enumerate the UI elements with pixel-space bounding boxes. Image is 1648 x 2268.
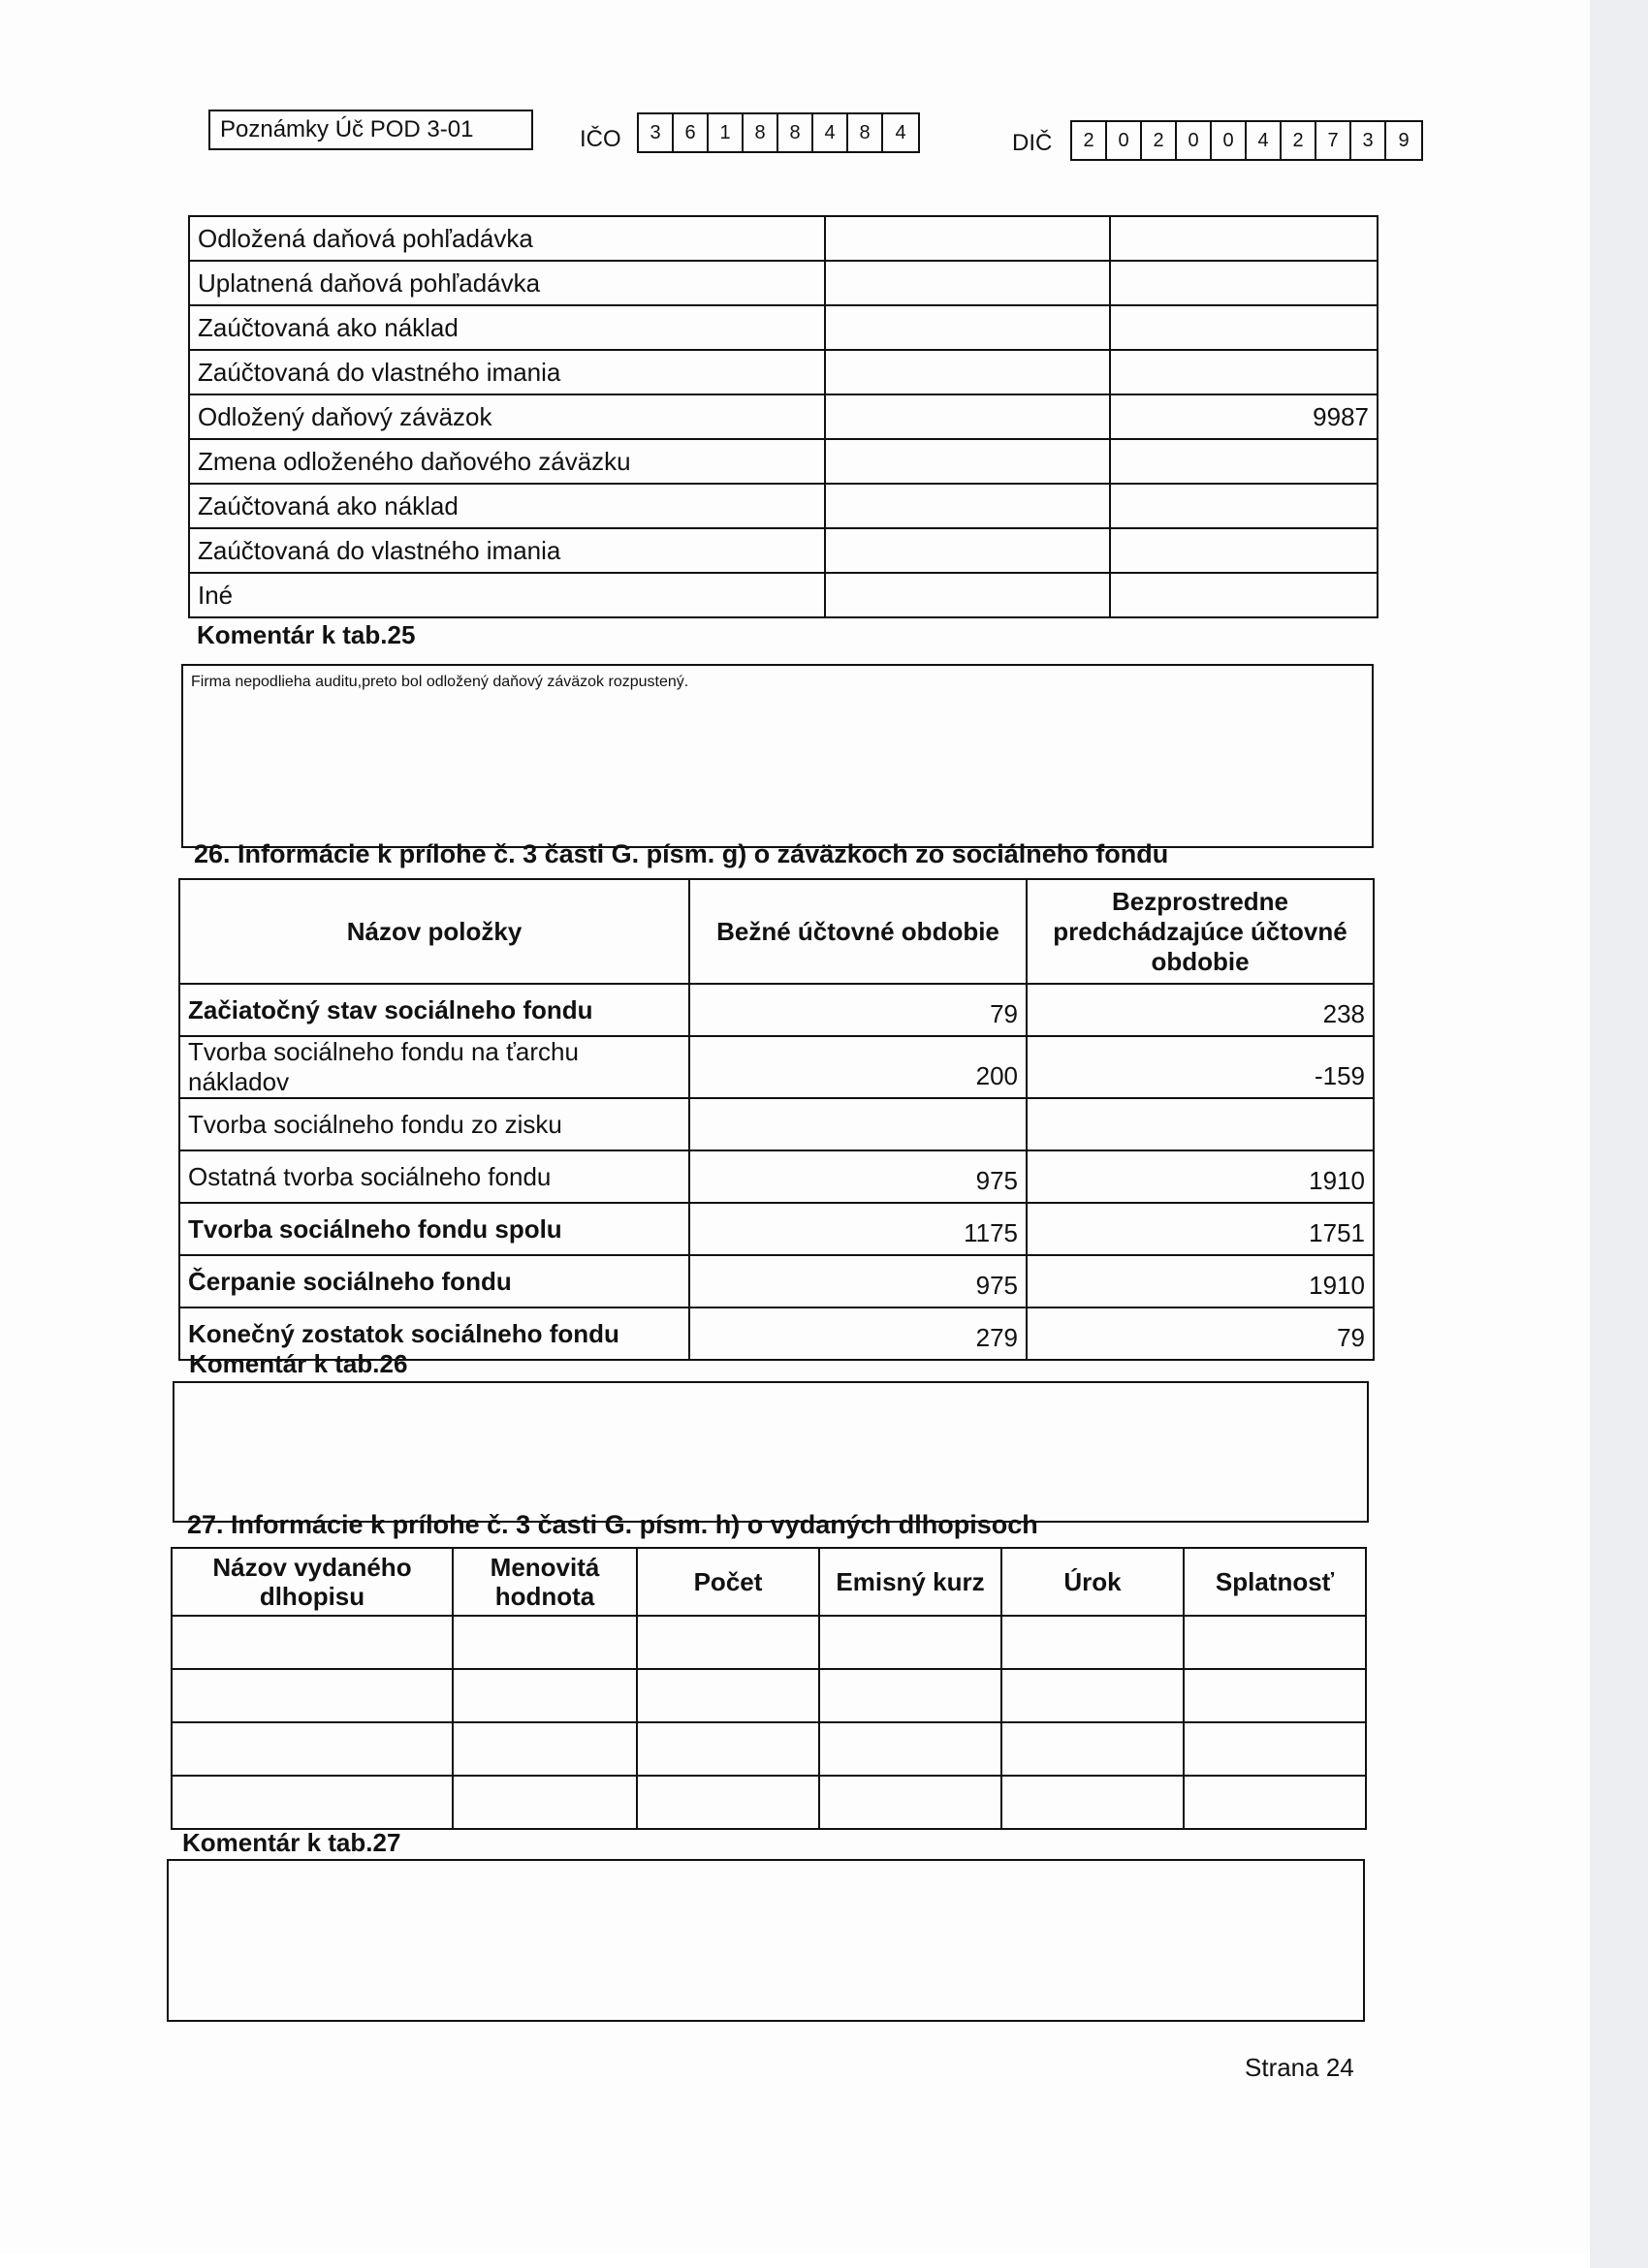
row-label: Začiatočný stav sociálneho fondu — [179, 984, 689, 1036]
table-cell — [819, 1669, 1001, 1722]
table-cell — [819, 1722, 1001, 1776]
column-header-bond-name: Názov vydaného dlhopisu — [172, 1548, 453, 1616]
table-cell — [637, 1669, 819, 1722]
table-cell — [1184, 1669, 1366, 1722]
previous-period-value: 79 — [1027, 1307, 1374, 1360]
table-row — [189, 305, 1378, 350]
table-cell — [637, 1722, 819, 1776]
current-period-value — [825, 216, 1110, 261]
table-row — [189, 573, 1378, 617]
table-cell — [453, 1616, 637, 1669]
table-cell — [172, 1669, 453, 1722]
table-row — [179, 1255, 1374, 1307]
previous-period-value — [1110, 573, 1378, 617]
table-cell — [637, 1776, 819, 1829]
previous-period-value: 9987 — [1110, 394, 1378, 439]
table-row — [179, 1036, 1374, 1098]
ico-label: IČO — [580, 126, 621, 152]
table-cell — [453, 1669, 637, 1722]
current-period-value — [825, 350, 1110, 394]
current-period-value: 79 — [689, 984, 1027, 1036]
previous-period-value: 1910 — [1027, 1255, 1374, 1307]
dic-digit: 3 — [1351, 122, 1386, 159]
bonds-table — [171, 1547, 1367, 1830]
dic-digit: 2 — [1282, 122, 1316, 159]
previous-period-value — [1110, 528, 1378, 573]
social-fund-table — [178, 878, 1375, 1361]
current-period-value — [825, 394, 1110, 439]
column-header-count: Počet — [637, 1548, 819, 1616]
table-row — [189, 350, 1378, 394]
row-label: Zaúčtovaná ako náklad — [189, 305, 825, 350]
ico-digit: 4 — [813, 114, 848, 151]
ico-digit: 4 — [895, 122, 906, 143]
dic-label: DIČ — [1012, 130, 1053, 156]
table-row — [189, 394, 1378, 439]
current-period-value — [825, 573, 1110, 617]
row-label: Zmena odloženého daňového záväzku — [189, 439, 825, 484]
current-period-value: 1175 — [689, 1203, 1027, 1255]
ico-digit: 8 — [744, 114, 778, 151]
row-label: Tvorba sociálneho fondu spolu — [179, 1203, 689, 1255]
table-cell — [1184, 1776, 1366, 1829]
previous-period-value — [1027, 1098, 1374, 1150]
table-row — [189, 216, 1378, 261]
dic-digit: 7 — [1316, 122, 1351, 159]
table-cell — [172, 1776, 453, 1829]
previous-period-value: 1751 — [1027, 1203, 1374, 1255]
row-label: Čerpanie sociálneho fondu — [179, 1255, 689, 1307]
deferred-tax-table — [188, 215, 1379, 618]
current-period-value — [825, 261, 1110, 305]
current-period-value — [825, 528, 1110, 573]
current-period-value — [825, 439, 1110, 484]
row-label: Konečný zostatok sociálneho fondu — [179, 1307, 689, 1360]
dic-digit: 4 — [1247, 122, 1282, 159]
dic-digit: 0 — [1177, 122, 1212, 159]
table-cell — [172, 1722, 453, 1776]
ico-digit: 6 — [674, 114, 709, 151]
ico-digit: 8 — [778, 114, 813, 151]
current-period-value: 975 — [689, 1150, 1027, 1203]
table-row — [189, 439, 1378, 484]
dic-digit: 0 — [1212, 122, 1247, 159]
current-period-value: 200 — [689, 1036, 1027, 1098]
ico-digit: 1 — [709, 114, 744, 151]
row-label: Iné — [189, 573, 825, 617]
row-label: Odložená daňová pohľadávka — [189, 216, 825, 261]
comment-label-tab27: Komentár k tab.27 — [182, 1828, 401, 1857]
dic-digit: 0 — [1107, 122, 1142, 159]
comment-text-tab25: Firma nepodlieha auditu,preto bol odložený daňový záväzok rozpustený. — [191, 674, 689, 690]
column-header-item-name: Názov položky — [179, 879, 689, 984]
row-label: Tvorba sociálneho fondu zo zisku — [179, 1098, 689, 1150]
previous-period-value — [1110, 484, 1378, 528]
page-number: Strana 24 — [1245, 2053, 1354, 2082]
ico-digit: 3 — [639, 114, 674, 151]
row-label: Zaúčtovaná do vlastného imania — [189, 528, 825, 573]
table-cell — [637, 1616, 819, 1669]
row-label: Zaúčtovaná ako náklad — [189, 484, 825, 528]
table-cell — [1001, 1616, 1184, 1669]
section-title-26: 26. Informácie k prílohe č. 3 časti G. písm. g) o záväzkoch zo sociálneho fondu — [194, 839, 1169, 868]
comment-box-tab27 — [167, 1859, 1365, 2022]
row-label: Tvorba sociálneho fondu na ťarchu nákladov — [179, 1036, 689, 1098]
table-row — [179, 1150, 1374, 1203]
current-period-value: 975 — [689, 1255, 1027, 1307]
current-period-value — [689, 1098, 1027, 1150]
table-row — [179, 1203, 1374, 1255]
column-header-current-period: Bežné účtovné obdobie — [689, 879, 1027, 984]
dic-digit: 2 — [1072, 122, 1107, 159]
ico-digits — [637, 112, 920, 153]
dic-digit: 2 — [1142, 122, 1177, 159]
previous-period-value: 238 — [1027, 984, 1374, 1036]
table-cell — [453, 1776, 637, 1829]
column-header-interest: Úrok — [1001, 1548, 1184, 1616]
table-cell — [819, 1776, 1001, 1829]
table-cell — [453, 1722, 637, 1776]
row-label: Uplatnená daňová pohľadávka — [189, 261, 825, 305]
table-cell — [1184, 1616, 1366, 1669]
current-period-value — [825, 484, 1110, 528]
table-row — [172, 1616, 1366, 1669]
column-header-issue-rate: Emisný kurz — [819, 1548, 1001, 1616]
comment-label-tab25: Komentár k tab.25 — [197, 620, 416, 649]
row-label: Odložený daňový záväzok — [189, 394, 825, 439]
current-period-value — [825, 305, 1110, 350]
scan-edge — [1590, 0, 1648, 2268]
section-title-27: 27. Informácie k prílohe č. 3 časti G. písm. h) o vydaných dlhopisoch — [187, 1510, 1038, 1539]
table-cell — [172, 1616, 453, 1669]
table-row — [172, 1669, 1366, 1722]
previous-period-value — [1110, 305, 1378, 350]
row-label: Zaúčtovaná do vlastného imania — [189, 350, 825, 394]
column-header-previous-period: Bezprostredne predchádzajúce účtovné obdobie — [1027, 879, 1374, 984]
table-cell — [819, 1616, 1001, 1669]
column-header-nominal-value: Menovitá hodnota — [453, 1548, 637, 1616]
table-row — [189, 528, 1378, 573]
dic-digit: 9 — [1398, 130, 1410, 151]
table-row — [189, 261, 1378, 305]
comment-box-tab26 — [173, 1381, 1369, 1523]
row-label: Ostatná tvorba sociálneho fondu — [179, 1150, 689, 1203]
table-row — [172, 1776, 1366, 1829]
table-row — [179, 1098, 1374, 1150]
table-cell — [1001, 1776, 1184, 1829]
table-row — [172, 1722, 1366, 1776]
previous-period-value: 1910 — [1027, 1150, 1374, 1203]
table-cell — [1001, 1669, 1184, 1722]
ico-digit: 8 — [848, 114, 883, 151]
table-cell — [1001, 1722, 1184, 1776]
previous-period-value — [1110, 350, 1378, 394]
current-period-value: 279 — [689, 1307, 1027, 1360]
previous-period-value — [1110, 216, 1378, 261]
table-cell — [1184, 1722, 1366, 1776]
table-row — [189, 484, 1378, 528]
comment-label-tab26: Komentár k tab.26 — [189, 1349, 408, 1378]
previous-period-value: -159 — [1027, 1036, 1374, 1098]
form-id: Poznámky Úč POD 3-01 — [208, 110, 533, 150]
previous-period-value — [1110, 439, 1378, 484]
previous-period-value — [1110, 261, 1378, 305]
table-row — [179, 984, 1374, 1036]
column-header-maturity: Splatnosť — [1184, 1548, 1366, 1616]
dic-digits — [1070, 120, 1423, 161]
comment-box-tab25 — [181, 664, 1374, 848]
